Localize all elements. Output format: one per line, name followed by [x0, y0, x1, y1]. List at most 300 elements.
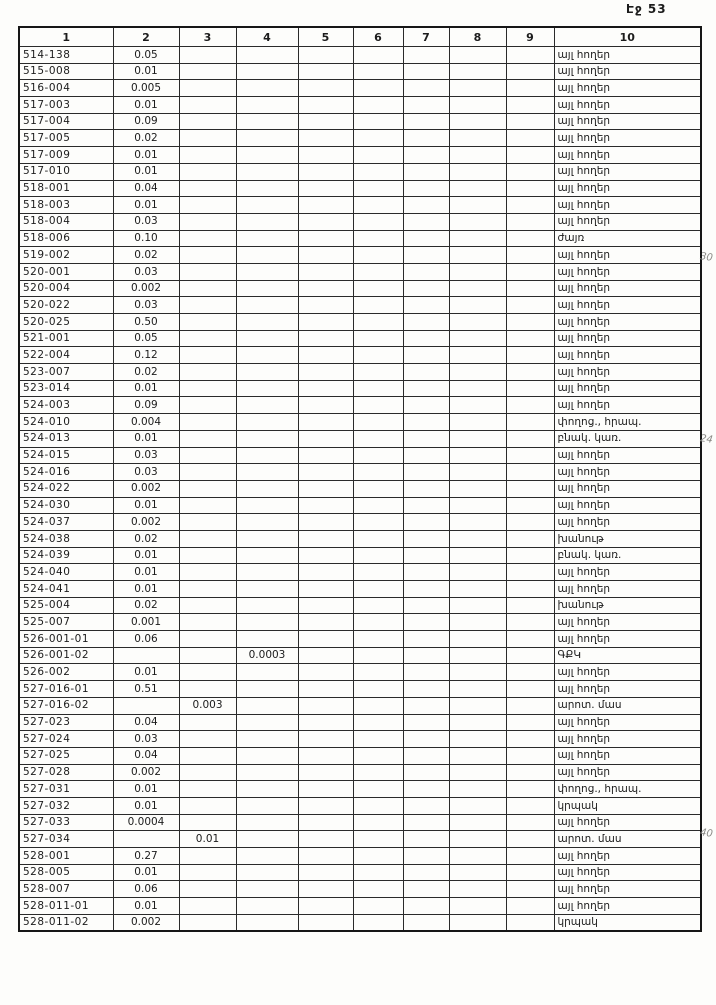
parcel-code-cell: 518-006	[19, 230, 113, 247]
value-cell: 0.01	[113, 547, 179, 564]
value-cell	[506, 63, 554, 80]
value-cell	[449, 280, 506, 297]
value-cell	[449, 764, 506, 781]
value-cell	[298, 63, 353, 80]
value-cell	[236, 47, 298, 64]
value-cell	[179, 247, 236, 264]
value-cell	[506, 347, 554, 364]
table-row	[19, 848, 701, 865]
value-cell: 0.01	[113, 581, 179, 598]
value-cell: 0.04	[113, 180, 179, 197]
value-cell	[506, 197, 554, 214]
parcel-code-cell: 528-001	[19, 848, 113, 865]
value-cell	[506, 464, 554, 481]
value-cell: 0.01	[113, 664, 179, 681]
value-cell	[236, 197, 298, 214]
value-cell	[179, 263, 236, 280]
value-cell	[353, 213, 403, 230]
value-cell	[353, 230, 403, 247]
value-cell	[506, 747, 554, 764]
value-cell	[179, 864, 236, 881]
parcel-code-cell: 528-011-01	[19, 898, 113, 915]
table-row	[19, 514, 701, 531]
value-cell	[179, 564, 236, 581]
value-cell	[506, 597, 554, 614]
value-cell	[179, 430, 236, 447]
value-cell	[353, 530, 403, 547]
value-cell	[449, 731, 506, 748]
value-cell	[506, 97, 554, 114]
value-cell	[449, 447, 506, 464]
value-cell	[236, 97, 298, 114]
land-use-cell: այլ հողեր	[554, 514, 701, 531]
value-cell	[449, 113, 506, 130]
value-cell	[236, 597, 298, 614]
table-row	[19, 881, 701, 898]
column-header: 6	[353, 27, 403, 47]
table-row	[19, 764, 701, 781]
value-cell	[353, 280, 403, 297]
land-use-cell: այլ հողեր	[554, 581, 701, 598]
parcel-code-cell: 519-002	[19, 247, 113, 264]
value-cell	[506, 330, 554, 347]
value-cell	[449, 163, 506, 180]
value-cell	[298, 514, 353, 531]
land-use-cell: այլ հողեր	[554, 464, 701, 481]
value-cell	[353, 881, 403, 898]
value-cell	[179, 364, 236, 381]
value-cell	[179, 414, 236, 431]
value-cell	[449, 430, 506, 447]
value-cell: 0.01	[113, 97, 179, 114]
parcel-code-cell: 517-004	[19, 113, 113, 130]
parcel-code-cell: 517-005	[19, 130, 113, 147]
land-use-cell: արոտ. մաս	[554, 697, 701, 714]
column-header: 10	[554, 27, 701, 47]
value-cell	[353, 180, 403, 197]
table-row	[19, 47, 701, 64]
land-use-cell: այլ հողեր	[554, 163, 701, 180]
value-cell	[353, 614, 403, 631]
land-use-cell: այլ հողեր	[554, 147, 701, 164]
value-cell	[506, 614, 554, 631]
parcel-code-cell: 517-003	[19, 97, 113, 114]
value-cell	[449, 831, 506, 848]
value-cell	[298, 80, 353, 97]
value-cell	[298, 163, 353, 180]
parcel-code-cell: 518-001	[19, 180, 113, 197]
value-cell	[353, 414, 403, 431]
value-cell: 0.05	[113, 47, 179, 64]
parcel-code-cell: 517-010	[19, 163, 113, 180]
value-cell	[449, 898, 506, 915]
value-cell	[298, 747, 353, 764]
table-row	[19, 814, 701, 831]
value-cell	[298, 864, 353, 881]
land-use-cell: այլ հողեր	[554, 380, 701, 397]
value-cell	[179, 230, 236, 247]
table-row	[19, 447, 701, 464]
value-cell	[179, 530, 236, 547]
value-cell	[179, 547, 236, 564]
value-cell	[298, 330, 353, 347]
value-cell	[298, 647, 353, 664]
parcel-code-cell: 524-038	[19, 530, 113, 547]
value-cell	[298, 564, 353, 581]
value-cell	[298, 130, 353, 147]
value-cell	[298, 364, 353, 381]
land-use-cell: այլ հողեր	[554, 764, 701, 781]
parcel-code-cell: 525-007	[19, 614, 113, 631]
table-row	[19, 397, 701, 414]
table-row	[19, 180, 701, 197]
value-cell	[403, 781, 449, 798]
value-cell: 0.02	[113, 597, 179, 614]
value-cell: 0.06	[113, 631, 179, 648]
value-cell: 0.09	[113, 397, 179, 414]
value-cell: 0.03	[113, 447, 179, 464]
value-cell	[298, 314, 353, 331]
table-row	[19, 263, 701, 280]
value-cell	[179, 347, 236, 364]
land-use-cell: խանութ	[554, 530, 701, 547]
table-row	[19, 97, 701, 114]
value-cell	[449, 314, 506, 331]
value-cell	[353, 263, 403, 280]
land-use-cell: այլ հողեր	[554, 747, 701, 764]
value-cell: 0.01	[113, 380, 179, 397]
value-cell	[298, 714, 353, 731]
value-cell	[353, 297, 403, 314]
value-cell: 0.03	[113, 464, 179, 481]
land-use-cell: այլ հողեր	[554, 681, 701, 698]
value-cell	[179, 614, 236, 631]
value-cell	[403, 480, 449, 497]
value-cell: 0.04	[113, 714, 179, 731]
value-cell	[403, 747, 449, 764]
parcel-code-cell: 518-004	[19, 213, 113, 230]
value-cell	[353, 397, 403, 414]
column-header: 1	[19, 27, 113, 47]
parcel-code-cell: 524-022	[19, 480, 113, 497]
value-cell	[113, 647, 179, 664]
parcel-code-cell: 518-003	[19, 197, 113, 214]
value-cell: 0.04	[113, 747, 179, 764]
value-cell	[449, 714, 506, 731]
value-cell	[298, 197, 353, 214]
table-row	[19, 430, 701, 447]
value-cell	[506, 297, 554, 314]
value-cell	[179, 781, 236, 798]
value-cell	[353, 97, 403, 114]
value-cell	[236, 631, 298, 648]
value-cell	[403, 347, 449, 364]
value-cell	[403, 530, 449, 547]
value-cell	[403, 263, 449, 280]
value-cell	[353, 497, 403, 514]
value-cell	[298, 781, 353, 798]
value-cell	[353, 814, 403, 831]
value-cell	[353, 564, 403, 581]
value-cell	[403, 697, 449, 714]
land-use-cell: այլ հողեր	[554, 180, 701, 197]
value-cell	[403, 864, 449, 881]
value-cell	[449, 547, 506, 564]
value-cell	[403, 230, 449, 247]
value-cell: 0.01	[113, 564, 179, 581]
value-cell	[179, 280, 236, 297]
value-cell	[449, 480, 506, 497]
value-cell	[298, 697, 353, 714]
value-cell	[236, 347, 298, 364]
value-cell	[353, 681, 403, 698]
column-header: 9	[506, 27, 554, 47]
table-row	[19, 197, 701, 214]
value-cell	[179, 147, 236, 164]
value-cell: 0.01	[113, 147, 179, 164]
value-cell	[353, 130, 403, 147]
value-cell	[298, 464, 353, 481]
value-cell	[403, 297, 449, 314]
value-cell: 0.03	[113, 297, 179, 314]
value-cell	[236, 480, 298, 497]
column-header: 5	[298, 27, 353, 47]
value-cell	[298, 280, 353, 297]
value-cell	[236, 714, 298, 731]
value-cell	[298, 497, 353, 514]
value-cell	[236, 781, 298, 798]
value-cell	[449, 464, 506, 481]
value-cell	[236, 263, 298, 280]
value-cell	[179, 597, 236, 614]
column-header: 2	[113, 27, 179, 47]
value-cell	[179, 380, 236, 397]
value-cell	[403, 614, 449, 631]
value-cell	[353, 831, 403, 848]
value-cell	[449, 180, 506, 197]
value-cell	[236, 530, 298, 547]
value-cell	[353, 380, 403, 397]
value-cell: 0.005	[113, 80, 179, 97]
land-use-cell: կրպակ	[554, 797, 701, 814]
value-cell	[449, 664, 506, 681]
value-cell	[403, 597, 449, 614]
value-cell	[506, 914, 554, 931]
table-row	[19, 80, 701, 97]
value-cell	[353, 63, 403, 80]
column-header: 3	[179, 27, 236, 47]
value-cell	[449, 914, 506, 931]
value-cell	[353, 864, 403, 881]
value-cell	[298, 848, 353, 865]
value-cell	[353, 247, 403, 264]
value-cell	[403, 848, 449, 865]
table-row	[19, 230, 701, 247]
parcel-code-cell: 524-039	[19, 547, 113, 564]
value-cell	[236, 764, 298, 781]
value-cell: 0.01	[179, 831, 236, 848]
value-cell	[449, 63, 506, 80]
value-cell	[506, 180, 554, 197]
value-cell: 0.01	[113, 163, 179, 180]
value-cell	[449, 130, 506, 147]
value-cell	[179, 297, 236, 314]
value-cell	[179, 213, 236, 230]
value-cell	[353, 898, 403, 915]
value-cell	[353, 747, 403, 764]
value-cell: 0.01	[113, 197, 179, 214]
land-use-cell: այլ հողեր	[554, 864, 701, 881]
value-cell: 0.003	[179, 697, 236, 714]
value-cell	[403, 147, 449, 164]
value-cell	[506, 80, 554, 97]
value-cell	[236, 113, 298, 130]
value-cell	[449, 514, 506, 531]
parcel-code-cell: 524-010	[19, 414, 113, 431]
land-use-cell: խանութ	[554, 597, 701, 614]
value-cell	[506, 430, 554, 447]
value-cell	[403, 681, 449, 698]
value-cell: 0.01	[113, 430, 179, 447]
value-cell	[236, 63, 298, 80]
value-cell	[298, 614, 353, 631]
value-cell	[298, 397, 353, 414]
land-use-cell: այլ հողեր	[554, 330, 701, 347]
value-cell	[449, 213, 506, 230]
value-cell	[236, 681, 298, 698]
value-cell	[449, 864, 506, 881]
value-cell	[298, 180, 353, 197]
value-cell	[179, 914, 236, 931]
value-cell	[403, 881, 449, 898]
table-row	[19, 831, 701, 848]
value-cell	[353, 514, 403, 531]
land-use-cell: այլ հողեր	[554, 898, 701, 915]
table-row	[19, 147, 701, 164]
value-cell	[353, 714, 403, 731]
value-cell: 0.002	[113, 914, 179, 931]
value-cell	[403, 497, 449, 514]
table-row	[19, 380, 701, 397]
parcel-code-cell: 525-004	[19, 597, 113, 614]
value-cell	[236, 180, 298, 197]
parcel-code-cell: 517-009	[19, 147, 113, 164]
table-row	[19, 714, 701, 731]
land-use-cell: այլ հողեր	[554, 280, 701, 297]
value-cell	[403, 647, 449, 664]
value-cell	[179, 163, 236, 180]
table-row	[19, 564, 701, 581]
value-cell	[506, 831, 554, 848]
value-cell	[236, 697, 298, 714]
value-cell	[236, 163, 298, 180]
value-cell	[353, 464, 403, 481]
value-cell	[353, 163, 403, 180]
value-cell	[298, 430, 353, 447]
value-cell	[353, 914, 403, 931]
land-use-cell: այլ հողեր	[554, 80, 701, 97]
value-cell	[403, 213, 449, 230]
value-cell	[449, 147, 506, 164]
value-cell	[236, 213, 298, 230]
value-cell	[403, 247, 449, 264]
value-cell	[506, 581, 554, 598]
value-cell: 0.02	[113, 530, 179, 547]
value-cell: 0.002	[113, 514, 179, 531]
value-cell	[449, 597, 506, 614]
value-cell	[353, 631, 403, 648]
parcel-code-cell: 522-004	[19, 347, 113, 364]
value-cell	[449, 347, 506, 364]
value-cell	[403, 447, 449, 464]
value-cell	[506, 130, 554, 147]
value-cell	[179, 197, 236, 214]
land-use-cell: այլ հողեր	[554, 97, 701, 114]
value-cell	[179, 180, 236, 197]
value-cell	[298, 881, 353, 898]
parcel-code-cell: 526-001-01	[19, 631, 113, 648]
value-cell	[236, 430, 298, 447]
value-cell	[179, 464, 236, 481]
value-cell	[506, 814, 554, 831]
value-cell	[506, 397, 554, 414]
value-cell	[449, 364, 506, 381]
parcel-code-cell: 524-037	[19, 514, 113, 531]
value-cell	[236, 147, 298, 164]
value-cell	[298, 414, 353, 431]
value-cell	[403, 914, 449, 931]
value-cell	[449, 197, 506, 214]
value-cell	[506, 514, 554, 531]
value-cell	[506, 731, 554, 748]
value-cell	[179, 97, 236, 114]
value-cell	[403, 330, 449, 347]
value-cell	[298, 547, 353, 564]
table-row	[19, 314, 701, 331]
value-cell	[179, 797, 236, 814]
value-cell	[403, 280, 449, 297]
value-cell	[236, 130, 298, 147]
value-cell	[506, 664, 554, 681]
value-cell: 0.03	[113, 263, 179, 280]
parcel-code-cell: 528-005	[19, 864, 113, 881]
value-cell	[236, 814, 298, 831]
value-cell	[353, 330, 403, 347]
parcel-code-cell: 520-004	[19, 280, 113, 297]
value-cell	[298, 380, 353, 397]
value-cell	[353, 347, 403, 364]
value-cell	[179, 314, 236, 331]
value-cell	[236, 464, 298, 481]
value-cell	[506, 848, 554, 865]
land-use-cell: փողոց., հրապ.	[554, 781, 701, 798]
column-header: 7	[403, 27, 449, 47]
value-cell	[298, 664, 353, 681]
table-row	[19, 898, 701, 915]
column-header: 4	[236, 27, 298, 47]
land-use-cell: այլ հողեր	[554, 314, 701, 331]
value-cell	[449, 631, 506, 648]
value-cell	[506, 764, 554, 781]
value-cell	[236, 797, 298, 814]
value-cell	[298, 113, 353, 130]
value-cell	[179, 330, 236, 347]
value-cell	[449, 747, 506, 764]
value-cell	[353, 480, 403, 497]
table-row	[19, 414, 701, 431]
value-cell	[236, 314, 298, 331]
table-row	[19, 480, 701, 497]
